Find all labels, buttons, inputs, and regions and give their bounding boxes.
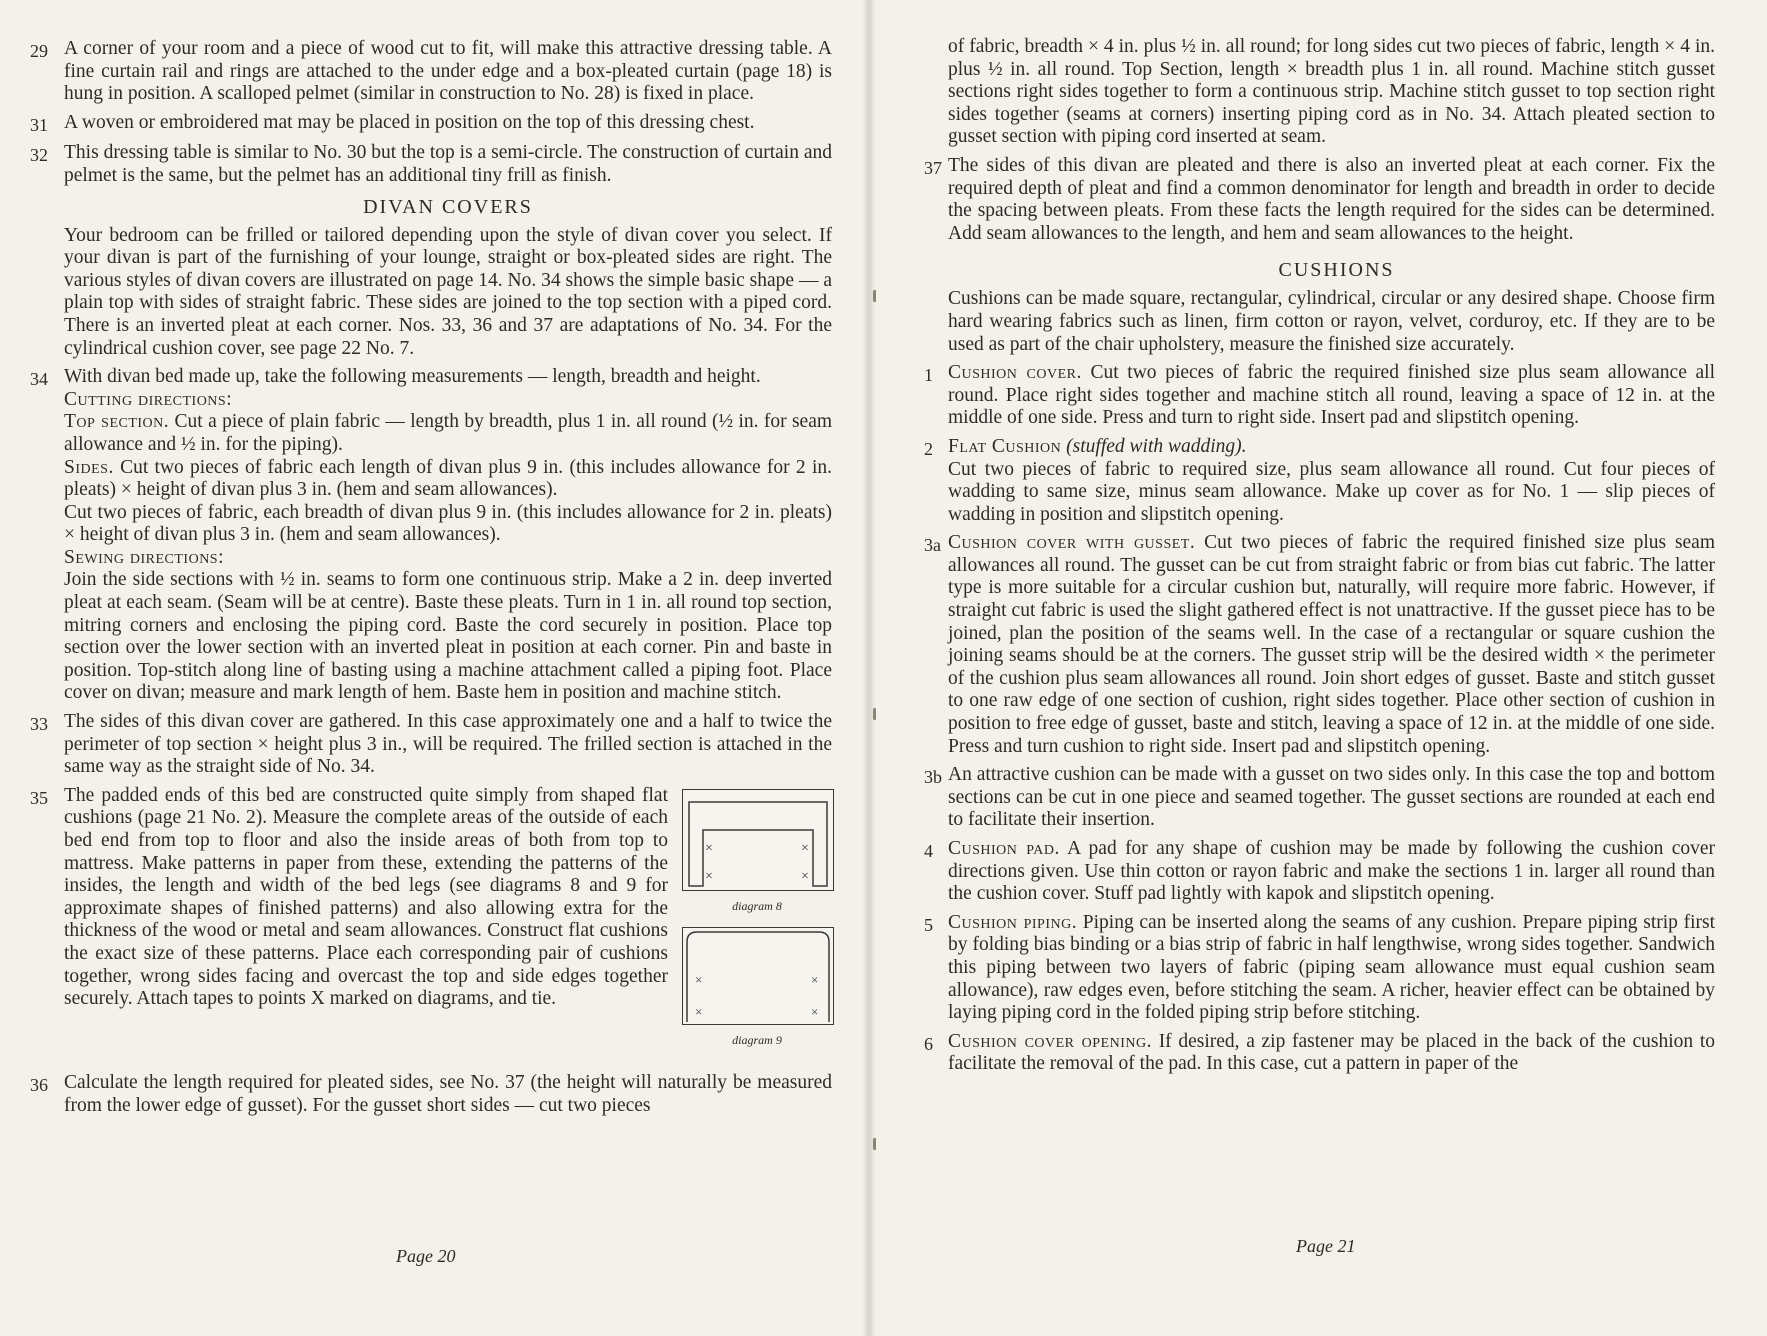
entry-text: The sides of this divan are pleated and there is also an inverted pleat at each corner. Fix the required depth of pleat and find a common denominator for length and breadth in order to decide the spacing between pleats. From these facts the length required for the sides can be determined. Add seam allowances to the length, and hem and seam allowances to the height. — [948, 154, 1715, 244]
entry-number: 6 — [924, 1033, 933, 1054]
entry-32 — [30, 142, 832, 187]
entry-text: Cut two pieces of fabric to required size, plus seam allowance all round. Cut four pieces of wadding to same size, minus seam allowance. Make up cover as for No. 1 — slip pieces of wadding in position and slipstitch opening. — [948, 458, 1715, 525]
sides-text-2: Cut two pieces of fabric, each breadth of divan plus 9 in. (this includes allowance for 2 in. pleats) × height of divan plus 3 in. (hem and seam allowances). — [64, 501, 832, 546]
cushions-heading: CUSHIONS — [1278, 259, 1395, 282]
top-section-label: Top section. — [64, 411, 170, 433]
entry-number: 33 — [30, 714, 48, 735]
entry-text: A corner of your room and a piece of wood cut to fit, will make this attractive dressing table. A fine curtain rail and rings are attached to the under edge and a box-pleated curtain (page 18) is hung in position. A scalloped pelmet (similar in construction to No. 28) is fixed in place. — [64, 38, 832, 105]
entry-number: 35 — [30, 787, 48, 808]
top-section-text: Cut a piece of plain fabric — length by breadth, plus 1 in. all round (½ in. for seam allowance and ½ in. for the piping). — [64, 411, 833, 455]
entry-label: Flat Cushion — [948, 435, 1062, 457]
svg-text:×: × — [811, 972, 819, 988]
svg-text:×: × — [705, 868, 713, 884]
cushion-entry-2 — [924, 436, 1715, 526]
bed-end-inner-pattern-icon — [683, 928, 833, 1024]
cushion-entry-5 — [924, 912, 1715, 1025]
sewing-text: Join the side sections with ½ in. seams to form one continuous strip. Make a 2 in. deep inverted pleat at each seam. (Seam will be at centre). Baste these pleats. Turn in 1 in. all round top section, mitring corners and enclosing the piping cord. Baste the cord securely in position. Place top section over the lower section with an inverted pleat in position at each corner. Pin and baste in position. Top-stitch along line of basting using a machine attachment called a piping foot. Place cover on divan; measure and mark length of hem. Baste hem in position and machine stitch. — [64, 569, 832, 704]
entry-number: 36 — [30, 1075, 48, 1095]
entry-label-italic: (stuffed with wadding). — [1066, 435, 1247, 457]
cushions-intro: Cushions can be made square, rectangular, cylindrical, circular or any desired shape. Choose firm hard wearing fabrics such as linen, firm cotton or rayon, velvet, corduroy, etc. If they are to be used as part of the chair upholstery, measure the finished size accurately. — [948, 288, 1715, 355]
entry-text: Cut two pieces of fabric the required finished size plus seam allowance all round. Place right sides together and machine stitch all round, leaving a space of 12 in. at the middle of one side. Press and turn to right side. Insert pad and slipstitch opening. — [948, 362, 1715, 429]
entry-36 — [30, 1072, 832, 1117]
entry-33 — [30, 711, 832, 779]
svg-text:×: × — [705, 840, 713, 856]
cushion-entry-6 — [924, 1031, 1715, 1076]
entry-number: 31 — [30, 114, 48, 135]
sewing-directions-label: Sewing directions: — [64, 546, 225, 568]
entry-text: This dressing table is similar to No. 30 but the top is a semi-circle. The construction of curtain and pelmet is the same, but the pelmet has an additional tiny frill as finish. — [64, 142, 832, 186]
entry-number: 1 — [924, 365, 933, 386]
entry-37 — [924, 155, 1715, 245]
entry-text: If desired, a zip fastener may be placed in the back of the cushion to facilitate the removal of the pad. In this case, cut a pattern in paper of the — [948, 1030, 1715, 1075]
entry-number: 34 — [30, 369, 48, 390]
entry-text: A pad for any shape of cushion may be made by following the cushion cover directions given. Use thin cotton or rayon fabric and make the sections 1 in. larger all round than the cushion cover. Stuff pad lightly with kapok and slipstitch opening. — [948, 838, 1715, 905]
entry-label: Cushion cover with gusset. — [948, 532, 1196, 554]
entry-label: Cushion pad. — [948, 838, 1060, 859]
svg-text:×: × — [695, 1004, 703, 1020]
entry-text: An attractive cushion can be made with a gusset on two sides only. In this case the top and bottom sections can be cut in one piece and seamed together. The gusset sections are rounded at each end to facilitate their insertion. — [948, 764, 1715, 831]
entry-text: The sides of this divan cover are gathered. In this case approximately one and a half to twice the perimeter of top section × height plus 3 in., will be required. The frilled section is attached in the same way as the straight side of No. 34. — [64, 711, 832, 778]
svg-text:×: × — [811, 1004, 819, 1020]
diagrams — [682, 789, 832, 1062]
entry-text: A woven or embroidered mat may be placed in position on the top of this dressing chest. — [64, 111, 755, 133]
sides-label: Sides. — [64, 456, 114, 478]
entry-text: With divan bed made up, take the following measurements — length, breadth and height. — [64, 366, 761, 388]
bed-end-pattern-icon — [683, 790, 833, 890]
continuation-text: of fabric, breadth × 4 in. plus ½ in. all round; for long sides cut two pieces of fabric, length × 4 in. plus ½ in. all round. Top Section, length × breadth plus 1 in. all round. Machine stitch gusset sections right sides together to form a continuous strip. Machine stitch gusset to top section right sides together (seams at corners) inserting piping cord as in No. 34. Attach pleated section to gusset section with piping cord inserted at seam. — [948, 36, 1715, 148]
svg-text:×: × — [801, 868, 809, 884]
cushion-entry-1 — [924, 362, 1715, 430]
svg-text:×: × — [695, 972, 703, 988]
entry-number: 5 — [924, 914, 933, 935]
entry-number: 2 — [924, 438, 933, 459]
divan-intro: Your bedroom can be frilled or tailored depending upon the style of divan cover you select. If your divan is part of the furnishing of your lounge, straight or box-pleated sides are right. The various styles of divan covers are illustrated on page 14. No. 34 shows the simple basic shape — a plain top with sides of straight fabric. These sides are joined to the top section with a piped cord. There is an inverted pleat at each corner. Nos. 33, 36 and 37 are adaptations of No. 34. For the cylindrical cushion cover, see page 22 No. 7. — [64, 224, 832, 359]
entry-label: Cushion piping. — [948, 911, 1078, 933]
diagram-8-caption: diagram 8 — [732, 898, 782, 913]
entry-label: Cushion cover. — [948, 362, 1082, 384]
svg-text:×: × — [801, 840, 809, 856]
entry-text: Calculate the length required for pleated sides, see No. 37 (the height will naturally be measured from the lower edge of gusset). For the gusset short sides — cut two pieces — [64, 1072, 832, 1116]
entry-number: 3b — [924, 767, 942, 788]
cutting-directions-label: Cutting directions: — [64, 388, 233, 410]
entry-number: 4 — [924, 841, 933, 861]
cushion-entry-3b — [924, 764, 1715, 832]
entry-34 — [30, 366, 832, 705]
cushion-entry-3a — [924, 532, 1715, 758]
diagram-9-caption: diagram 9 — [732, 1033, 782, 1048]
page-number-left: Page 20 — [396, 1246, 456, 1266]
diagram-9 — [682, 927, 834, 1025]
entry-number: 29 — [30, 41, 48, 61]
entry-29 — [30, 38, 832, 106]
entry-text: Cut two pieces of fabric the required finished size plus seam allowances all round. The gusset can be cut from straight fabric or from bias cut fabric. The latter type is more suitable for a circular cushion but, naturally, will require more fabric. However, if straight cut fabric is used the slight gathered effect is not unattractive. If the gusset piece has to be joined, plan the position of the seams well. In the case of a rectangular or square cushion the joining seams should be at the corners. The gusset strip will be the desired width × the perimeter of the cushion plus seam allowances all round. Join short edges of gusset. Baste and stitch gusset to one raw edge of one section of cushion, right sides together. Place other section of cushion in position to free edge of gusset, baste and stitch, leaving a space of 12 in. at the middle of one side. Press and turn cushion to right side. Insert pad and slipstitch opening. — [948, 532, 1716, 757]
entry-label: Cushion cover opening. — [948, 1030, 1153, 1052]
page-left — [0, 0, 876, 1336]
divan-covers-heading: DIVAN COVERS — [363, 195, 533, 218]
entry-text: The padded ends of this bed are constructed quite simply from shaped flat cushions (page 21 No. 2). Measure the complete areas of the outside of each bed end from top to floor and also the inside areas of both from top to mattress. Make patterns in paper from these, extending the patterns of the insides, the length and width of the bed legs (see diagrams 8 and 9 for approximate shapes of finished patterns) and also allowing extra for the thickness of the wood or metal and seam allowances. Construct flat cushions the exact size of these patterns. Place each corresponding pair of cushions together, wrong sides facing and overcast the top and side edges together securely. Attach tapes to points X marked on diagrams, and tie. — [64, 784, 668, 1010]
entry-number: 32 — [30, 145, 48, 166]
entry-31 — [30, 112, 832, 137]
gutter-shadow — [862, 0, 876, 1336]
entry-text: Piping can be inserted along the seams of any cushion. Prepare piping strip first by folding bias binding or a bias strip of fabric in half lengthwise, wrong sides together. Sandwich this piping between two layers of fabric (piping seam allowance must equal cushion seam allowance), raw edges even, before stitching the seam. A richer, heavier effect can be obtained by laying piping cord in the folded piping strip before stitching. — [948, 911, 1715, 1024]
page-number-right: Page 21 — [1296, 1236, 1356, 1256]
entry-35 — [30, 785, 832, 1066]
page-right — [876, 0, 1767, 1336]
sides-text: Cut two pieces of fabric each length of divan plus 9 in. (this includes allowance for 2 in. pleats) × height of divan plus 3 in. (hem and seam allowances). — [64, 456, 832, 501]
entry-number: 3a — [924, 535, 941, 556]
entry-number: 37 — [924, 157, 942, 178]
cushion-entry-4 — [924, 838, 1715, 906]
diagram-8 — [682, 789, 834, 891]
